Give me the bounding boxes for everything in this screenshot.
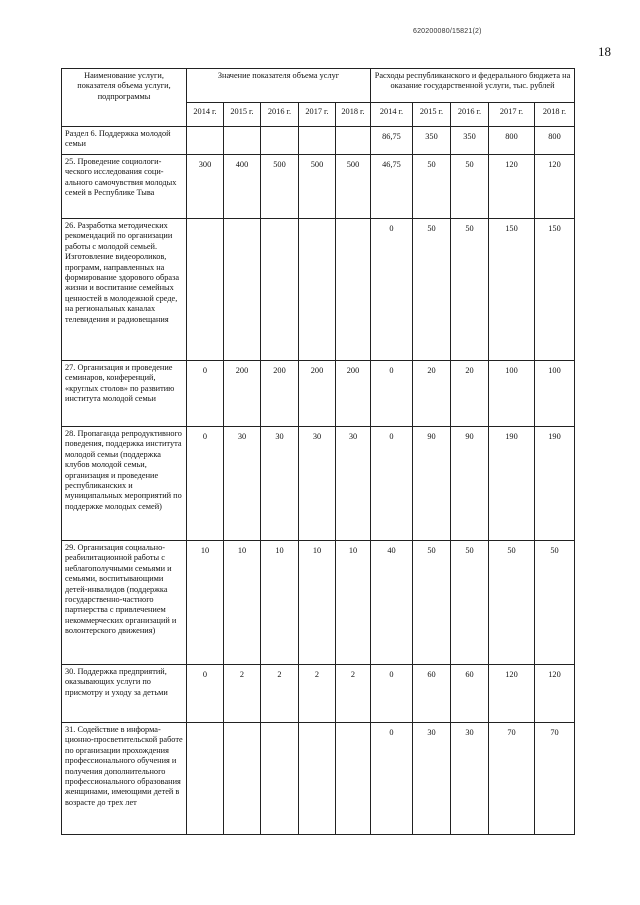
expense-cell: 350 xyxy=(451,127,489,155)
expense-cell: 0 xyxy=(371,427,413,541)
volume-cell: 30 xyxy=(336,427,371,541)
volume-cell: 2 xyxy=(224,665,261,723)
services-table xyxy=(61,68,575,835)
volume-cell xyxy=(224,127,261,155)
document-number: 620200080/15821(2) xyxy=(413,28,482,35)
expense-cell: 50 xyxy=(451,219,489,361)
volume-cell xyxy=(261,127,299,155)
expense-year-header: 2017 г. xyxy=(489,103,535,127)
table-row xyxy=(62,665,575,723)
volume-cell: 10 xyxy=(224,541,261,665)
volume-cell: 500 xyxy=(261,155,299,219)
table-row xyxy=(62,427,575,541)
volume-year-header: 2016 г. xyxy=(261,103,299,127)
expense-cell: 90 xyxy=(451,427,489,541)
service-name-cell: 25. Проведение социологического исследования социального самочувствия молодых семей в Республике Тыва xyxy=(62,155,187,219)
expense-cell: 30 xyxy=(451,723,489,835)
table-row xyxy=(62,361,575,427)
volume-cell xyxy=(336,723,371,835)
volume-year-header: 2017 г. xyxy=(299,103,336,127)
expense-cell: 120 xyxy=(535,665,575,723)
expense-cell: 120 xyxy=(535,155,575,219)
volume-cell: 0 xyxy=(187,665,224,723)
volume-cell: 2 xyxy=(299,665,336,723)
expense-cell: 50 xyxy=(413,541,451,665)
volume-cell xyxy=(224,219,261,361)
expense-cell: 50 xyxy=(451,541,489,665)
expense-cell: 20 xyxy=(451,361,489,427)
expense-cell: 50 xyxy=(535,541,575,665)
table-row xyxy=(62,219,575,361)
expense-year-header: 2014 г. xyxy=(371,103,413,127)
volume-cell xyxy=(261,219,299,361)
volume-cell: 30 xyxy=(261,427,299,541)
service-name-cell: 31. Содействие в информационно-просветительской работе по организации прохождения профессионального обучения и получения дополнительного профессионального образования женщинами, имеющими детей в возрасте до трех лет xyxy=(62,723,187,835)
service-name-cell: 27. Организация и проведение семинаров, конференций, «круглых столов» по развитию института молодой семьи xyxy=(62,361,187,427)
volume-cell: 30 xyxy=(224,427,261,541)
volume-year-header: 2018 г. xyxy=(336,103,371,127)
volume-cell: 10 xyxy=(299,541,336,665)
volume-cell xyxy=(336,127,371,155)
expense-cell: 50 xyxy=(413,219,451,361)
service-name-cell: 29. Организация социально-реабилитационной работы с неблагополучными семьями и семьями, воспитывающими детей-инвалидов (поддержка государственно-частного партнерства с привлечением некоммерческих организаций и волонтерского движения) xyxy=(62,541,187,665)
expense-cell: 46,75 xyxy=(371,155,413,219)
volume-cell: 2 xyxy=(261,665,299,723)
volume-cell: 200 xyxy=(224,361,261,427)
service-name-cell: 28. Пропаганда репродуктивного поведения, поддержка института молодой семьи (поддержка клубов молодой семьи, организация и проведение республиканских и муниципальных мероприятий по поддержке молодых семей) xyxy=(62,427,187,541)
expense-cell: 120 xyxy=(489,665,535,723)
volume-year-header: 2015 г. xyxy=(224,103,261,127)
expense-cell: 70 xyxy=(535,723,575,835)
expense-cell: 50 xyxy=(413,155,451,219)
expense-cell: 0 xyxy=(371,361,413,427)
expense-cell: 60 xyxy=(413,665,451,723)
expense-cell: 800 xyxy=(489,127,535,155)
volume-cell: 300 xyxy=(187,155,224,219)
expense-cell: 50 xyxy=(489,541,535,665)
expense-cell: 30 xyxy=(413,723,451,835)
expense-cell: 800 xyxy=(535,127,575,155)
volume-cell xyxy=(187,127,224,155)
expense-year-header: 2015 г. xyxy=(413,103,451,127)
volume-cell xyxy=(299,219,336,361)
volume-cell: 0 xyxy=(187,361,224,427)
table-row xyxy=(62,723,575,835)
expense-cell: 70 xyxy=(489,723,535,835)
expense-cell: 100 xyxy=(535,361,575,427)
volume-cell: 2 xyxy=(336,665,371,723)
volume-cell xyxy=(299,723,336,835)
volume-cell: 10 xyxy=(336,541,371,665)
expense-cell: 0 xyxy=(371,723,413,835)
expense-year-header: 2016 г. xyxy=(451,103,489,127)
volume-cell xyxy=(187,219,224,361)
expense-cell: 86,75 xyxy=(371,127,413,155)
expense-cell: 60 xyxy=(451,665,489,723)
volume-cell: 200 xyxy=(299,361,336,427)
volume-cell xyxy=(224,723,261,835)
service-name-cell: 26. Разработка методических рекомендаций по организации работы с молодой семьей. Изготовление видеороликов, программ, направленных на формирование здорового образа жизни и воспитание семейных ценностей в молодежной среде, на региональных каналах телевидения и радиовещания xyxy=(62,219,187,361)
expense-cell: 190 xyxy=(489,427,535,541)
expense-cell: 50 xyxy=(451,155,489,219)
table-row xyxy=(62,155,575,219)
expense-cell: 0 xyxy=(371,219,413,361)
expense-cell: 150 xyxy=(489,219,535,361)
expense-cell: 90 xyxy=(413,427,451,541)
volume-cell xyxy=(299,127,336,155)
volume-cell: 500 xyxy=(299,155,336,219)
volume-year-header: 2014 г. xyxy=(187,103,224,127)
volume-cell: 10 xyxy=(261,541,299,665)
expense-cell: 0 xyxy=(371,665,413,723)
header-volume: Значение показателя объема услуг xyxy=(187,69,371,103)
volume-cell xyxy=(187,723,224,835)
volume-cell: 500 xyxy=(336,155,371,219)
header-expenses: Расходы республиканского и федерального бюджета на оказание государственной услуги, тыс. рублей xyxy=(371,69,575,103)
expense-cell: 190 xyxy=(535,427,575,541)
expense-cell: 150 xyxy=(535,219,575,361)
expense-cell: 20 xyxy=(413,361,451,427)
volume-cell: 10 xyxy=(187,541,224,665)
volume-cell: 30 xyxy=(299,427,336,541)
expense-cell: 120 xyxy=(489,155,535,219)
volume-cell xyxy=(336,219,371,361)
volume-cell xyxy=(261,723,299,835)
service-name-cell: Раздел 6. Поддержка молодой семьи xyxy=(62,127,187,155)
volume-cell: 200 xyxy=(261,361,299,427)
table-row xyxy=(62,127,575,155)
volume-cell: 400 xyxy=(224,155,261,219)
expense-cell: 350 xyxy=(413,127,451,155)
table-row xyxy=(62,541,575,665)
expense-year-header: 2018 г. xyxy=(535,103,575,127)
expense-cell: 100 xyxy=(489,361,535,427)
volume-cell: 0 xyxy=(187,427,224,541)
page-number: 18 xyxy=(598,44,611,59)
header-service-name: Наименование услуги, показателя объема услуги, подпрограммы xyxy=(62,69,187,127)
volume-cell: 200 xyxy=(336,361,371,427)
expense-cell: 40 xyxy=(371,541,413,665)
service-name-cell: 30. Поддержка предприятий, оказывающих услуги по присмотру и уходу за детьми xyxy=(62,665,187,723)
